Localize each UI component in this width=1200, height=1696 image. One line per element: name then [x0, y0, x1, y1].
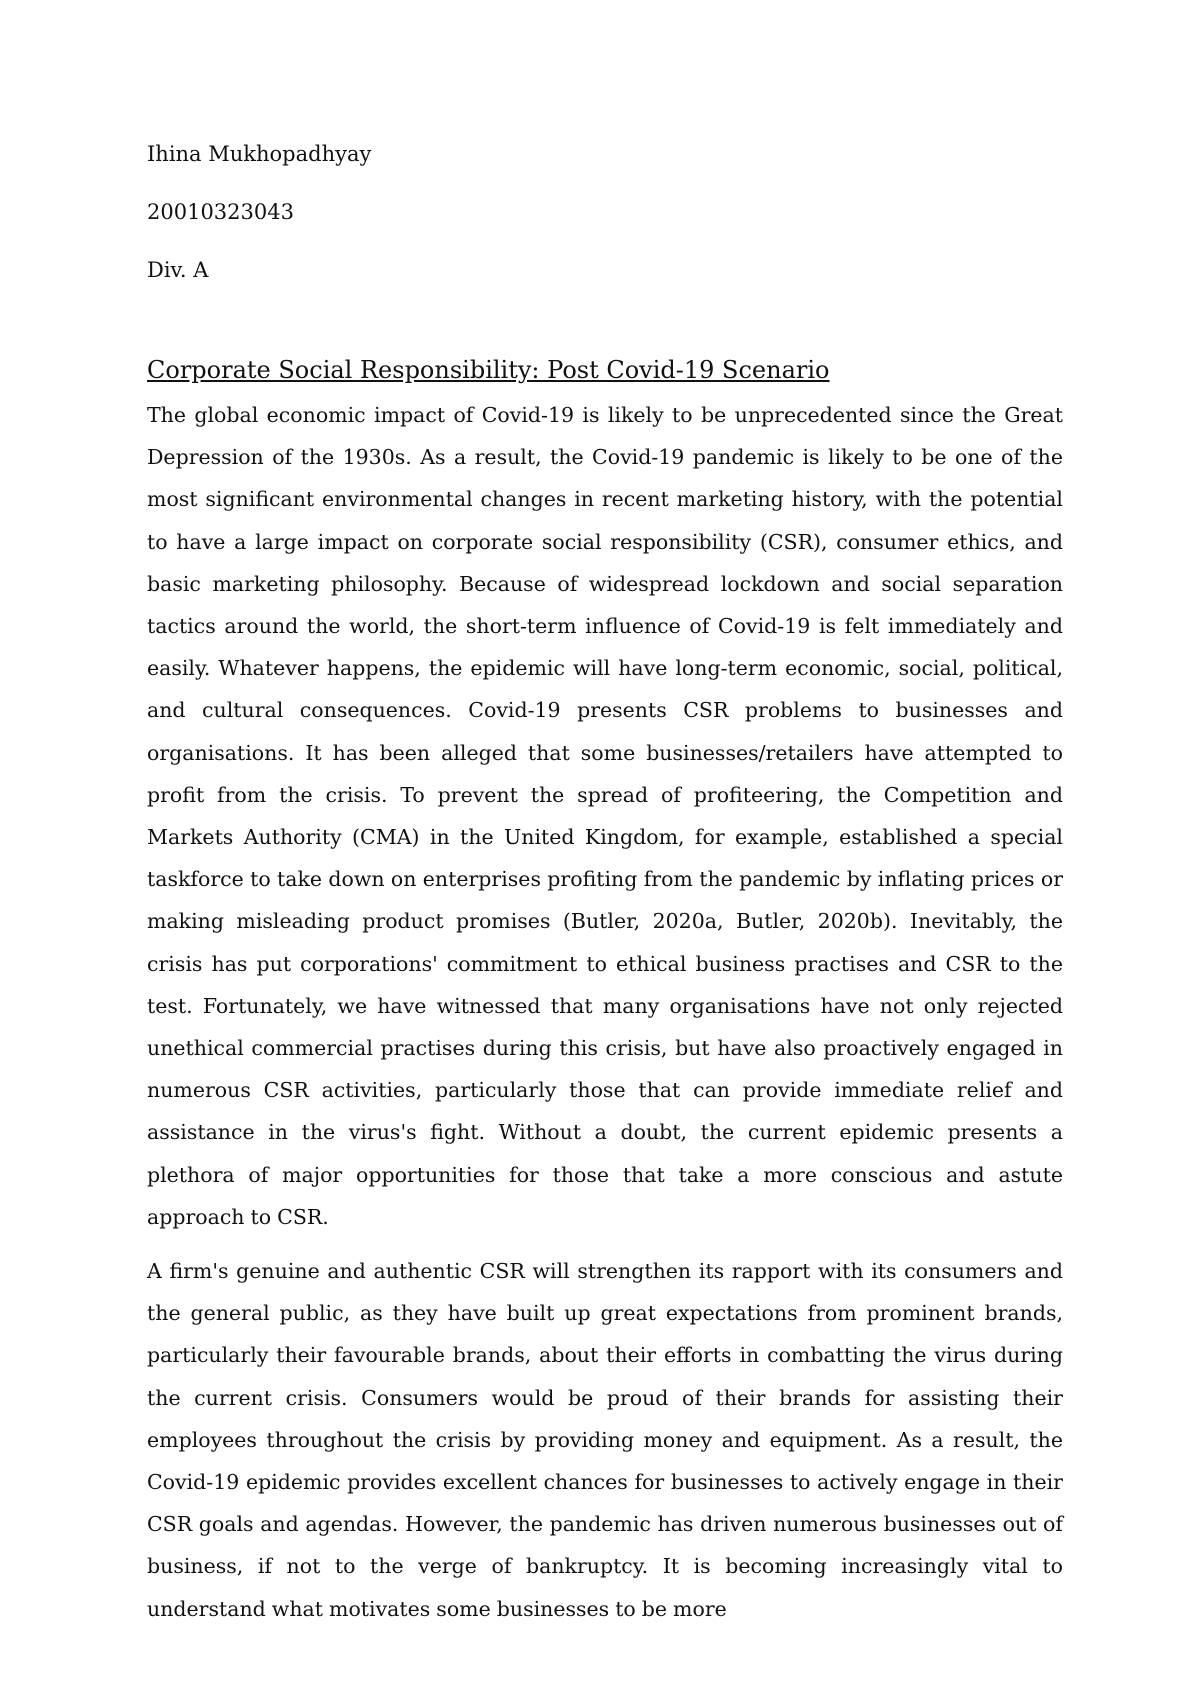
paragraph-2: A firm's genuine and authentic CSR will strengthen its rapport with its consumers and the general public, as they have built up great expectations from prominent brands, particularly their favourable brands, about their efforts in combatting the virus during the current crisis. Consumers would be proud of their brands for assisting their employees throughout the crisis by providing money and equipment. As a result, the Covid-19 epidemic provides excellent chances for businesses to actively engage in their CSR goals and agendas. However, the pandemic has driven numerous businesses out of business, if not to the verge of bankruptcy. It is becoming increasingly vital to understand what motivates some businesses to be more: [147, 1259, 1063, 1621]
document-body: [147, 140, 1063, 1642]
author-name: Ihina Mukhopadhyay: [147, 142, 372, 166]
division-label: Div. A: [147, 258, 209, 282]
paragraph-1: The global economic impact of Covid-19 is likely to be unprecedented since the Great Depression of the 1930s. As a result, the Covid-19 pandemic is likely to be one of the most significant environmental changes in recent marketing history, with the potential to have a large impact on corporate social responsibility (CSR), consumer ethics, and basic marketing philosophy. Because of widespread lockdown and social separation tactics around the world, the short-term influence of Covid-19 is felt immediately and easily. Whatever happens, the epidemic will have long-term economic, social, political, and cultural consequences. Covid-19 presents CSR problems to businesses and organisations. It has been alleged that some businesses/retailers have attempted to profit from the crisis. To prevent the spread of profiteering, the Competition and Markets Authority (CMA) in the United Kingdom, for example, established a special taskforce to take down on enterprises profiting from the pandemic by inflating prices or making misleading product promises (Butler, 2020a, Butler, 2020b). Inevitably, the crisis has put corporations' commitment to ethical business practises and CSR to the test. Fortunately, we have witnessed that many organisations have not only rejected unethical commercial practises during this crisis, but have also proactively engaged in numerous CSR activities, particularly those that can provide immediate relief and assistance in the virus's fight. Without a doubt, the current epidemic presents a plethora of major opportunities for those that take a more conscious and astute approach to CSR.: [147, 403, 1063, 1229]
document-title: Corporate Social Responsibility: Post Covid-19 Scenario: [147, 356, 830, 384]
student-id: 20010323043: [147, 200, 294, 224]
